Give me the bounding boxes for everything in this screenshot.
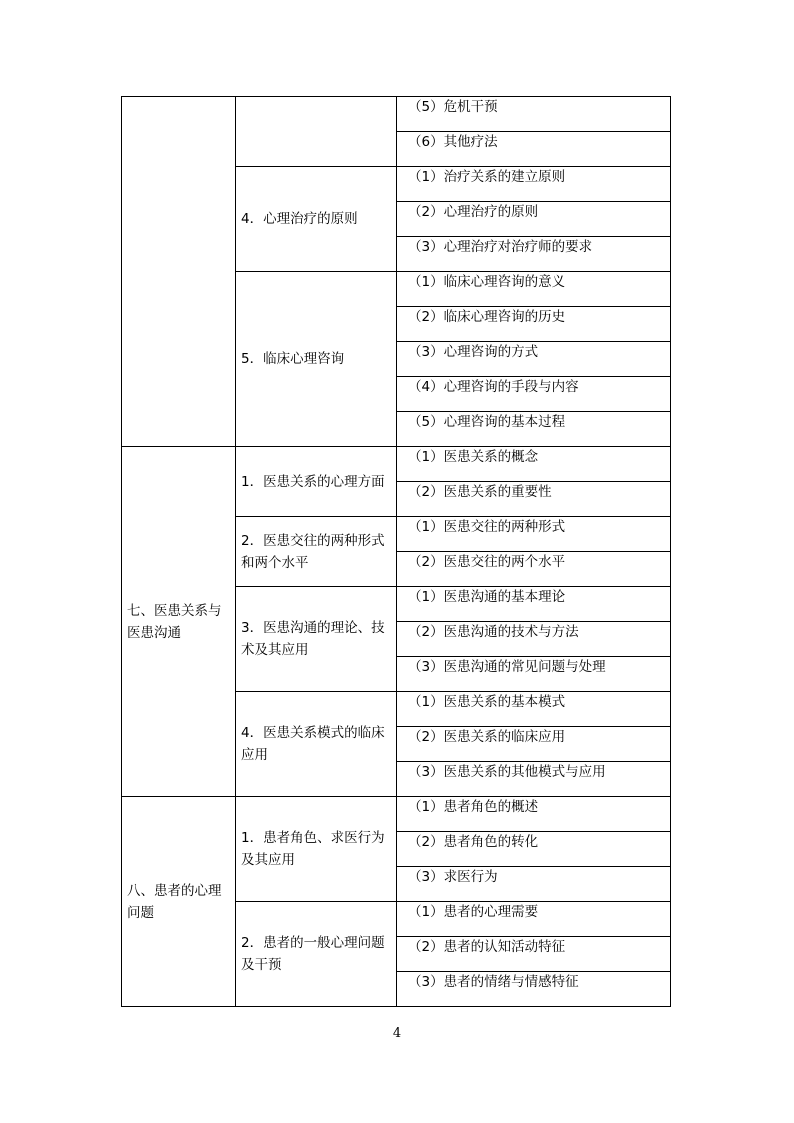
section-cell-empty xyxy=(122,97,236,447)
item-cell: （3）患者的情绪与情感特征 xyxy=(397,972,671,1007)
item-cell: （3）心理治疗对治疗师的要求 xyxy=(397,237,671,272)
item-cell: （2）心理治疗的原则 xyxy=(397,202,671,237)
item-cell: （4）心理咨询的手段与内容 xyxy=(397,377,671,412)
unit-label: 5．临床心理咨询 xyxy=(236,272,397,447)
unit-label: 2．医患交往的两种形式和两个水平 xyxy=(236,517,397,587)
item-cell: （6）其他疗法 xyxy=(397,132,671,167)
item-cell: （1）医患关系的基本模式 xyxy=(397,692,671,727)
unit-label: 4．医患关系模式的临床应用 xyxy=(236,692,397,797)
item-cell: （1）患者的心理需要 xyxy=(397,902,671,937)
item-cell: （1）医患交往的两种形式 xyxy=(397,517,671,552)
item-cell: （1）医患沟通的基本理论 xyxy=(397,587,671,622)
item-cell: （2）临床心理咨询的历史 xyxy=(397,307,671,342)
item-cell: （5）心理咨询的基本过程 xyxy=(397,412,671,447)
item-cell: （3）医患沟通的常见问题与处理 xyxy=(397,657,671,692)
unit-label: 3．医患沟通的理论、技术及其应用 xyxy=(236,587,397,692)
item-cell: （3）医患关系的其他模式与应用 xyxy=(397,762,671,797)
unit-label: 1．医患关系的心理方面 xyxy=(236,447,397,517)
item-cell: （1）医患关系的概念 xyxy=(397,447,671,482)
item-cell: （1）患者角色的概述 xyxy=(397,797,671,832)
item-cell: （1）治疗关系的建立原则 xyxy=(397,167,671,202)
unit-label: 1．患者角色、求医行为及其应用 xyxy=(236,797,397,902)
unit-cell-empty xyxy=(236,97,397,167)
item-cell: （2）患者角色的转化 xyxy=(397,832,671,867)
item-cell: （3）心理咨询的方式 xyxy=(397,342,671,377)
item-cell: （2）医患关系的临床应用 xyxy=(397,727,671,762)
unit-label: 2．患者的一般心理问题及干预 xyxy=(236,902,397,1007)
section-title: 七、医患关系与医患沟通 xyxy=(122,447,236,797)
item-cell: （1）临床心理咨询的意义 xyxy=(397,272,671,307)
item-cell: （3）求医行为 xyxy=(397,867,671,902)
item-cell: （2）医患沟通的技术与方法 xyxy=(397,622,671,657)
page-number: 4 xyxy=(392,1026,402,1041)
syllabus-table xyxy=(121,96,671,1007)
section-title: 八、患者的心理问题 xyxy=(122,797,236,1007)
item-cell: （2）患者的认知活动特征 xyxy=(397,937,671,972)
item-cell: （5）危机干预 xyxy=(397,97,671,132)
item-cell: （2）医患交往的两个水平 xyxy=(397,552,671,587)
item-cell: （2）医患关系的重要性 xyxy=(397,482,671,517)
unit-label: 4．心理治疗的原则 xyxy=(236,167,397,272)
